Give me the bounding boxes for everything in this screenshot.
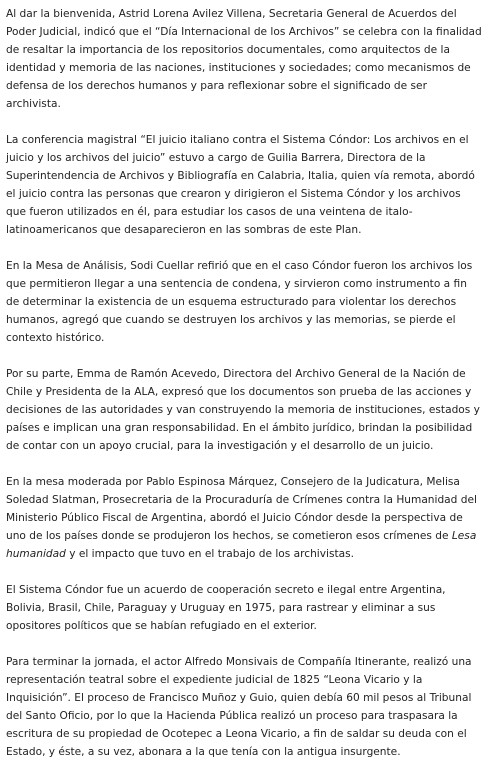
- lesa-humanidad-emphasis: Lesa humanidad: [6, 530, 477, 560]
- paragraph-theatre-closing: Para terminar la jornada, el actor Alfredo Monsivais de Compañía Itinerante, realizó una representación teatral sobre el expediente judicial de 1825 “Leona Vicario y la Inquisición”. El proceso de Francisco Muñoz y Guio, quien debía 60 mil pesos al Tribunal del Santo Oficio, por lo que la Hacienda Pública realizó un proceso para traspasara la escritura de su propiedad de Ocotepec a Leona Vicario, a fin de saldar su deuda con el Estado, y éste, a su vez, abonara a la que tenía con la antigua insurgente.: [6, 656, 472, 758]
- paragraph-moderated-panel-text-before: En la mesa moderada por Pablo Espinosa Márquez, Consejero de la Judicatura, Melisa Soledad Slatman, Prosecretaria de la Procuraduría de Crímenes contra la Humanidad del Ministerio Público Fiscal de Argentina, abordó el Juicio Cóndor desde la perspectiva de uno de los países donde se produjeron los hechos, se cometieron esos crímenes de: [6, 476, 477, 542]
- paragraph-keynote-conference: La conferencia magistral “El juicio italiano contra el Sistema Cóndor: Los archivos en el juicio y los archivos del juicio” estuvo a cargo de Guilia Barrera, Directora de la Superintendencia de Archivos y Bibliografía en Calabria, Italia, quien vía remota, abordó el juicio contra las personas que crearon y dirigieron el Sistema Cóndor y los archivos que fueron utilizados en él, para estudiar los casos de una veintena de italo-latinoamericanos que desaparecieron en las sombras de este Plan.: [6, 134, 475, 236]
- paragraph-moderated-panel: [6, 473, 483, 563]
- paragraph-condor-system: El Sistema Cóndor fue un acuerdo de cooperación secreto e ilegal entre Argentina, Bolivia, Brasil, Chile, Paraguay y Uruguay en 1975, para rastrear y eliminar a sus opositores políticos que se habían refugiado en el exterior.: [6, 584, 446, 632]
- paragraph-ala-president: Por su parte, Emma de Ramón Acevedo, Directora del Archivo General de la Nación de Chile y Presidenta de la ALA, expresó que los documentos son prueba de las acciones y decisiones de las autoridades y van construyendo la memoria de instituciones, estados y países e implican una gran responsabilidad. En el ámbito jurídico, brindan la posibilidad de contar con un apoyo crucial, para la investigación y el desarrollo de un juicio.: [6, 368, 480, 452]
- paragraph-welcome: Al dar la bienvenida, Astrid Lorena Avilez Villena, Secretaria General de Acuerdos del Poder Judicial, indicó que el “Día Internacional de los Archivos” se celebra con la finalidad de resaltar la importancia de los repositorios documentales, como arquitectos de la identidad y memoria de las naciones, instituciones y sociedades; como mecanismos de defensa de los derechos humanos y para reflexionar sobre el significado de ser archivista.: [6, 8, 482, 110]
- paragraph-moderated-panel-text-after: y el impacto que tuvo en el trabajo de los archivistas.: [65, 548, 355, 560]
- paragraph-analysis-panel: En la Mesa de Análisis, Sodi Cuellar refirió que en el caso Cóndor fueron los archivos los que permitieron llegar a una sentencia de condena, y sirvieron como instrumento a fin de determinar la existencia de un esquema estructurado para violentar los derechos humanos, agregó que cuando se destruyen los archivos y las memorias, se pierde el contexto histórico.: [6, 260, 473, 344]
